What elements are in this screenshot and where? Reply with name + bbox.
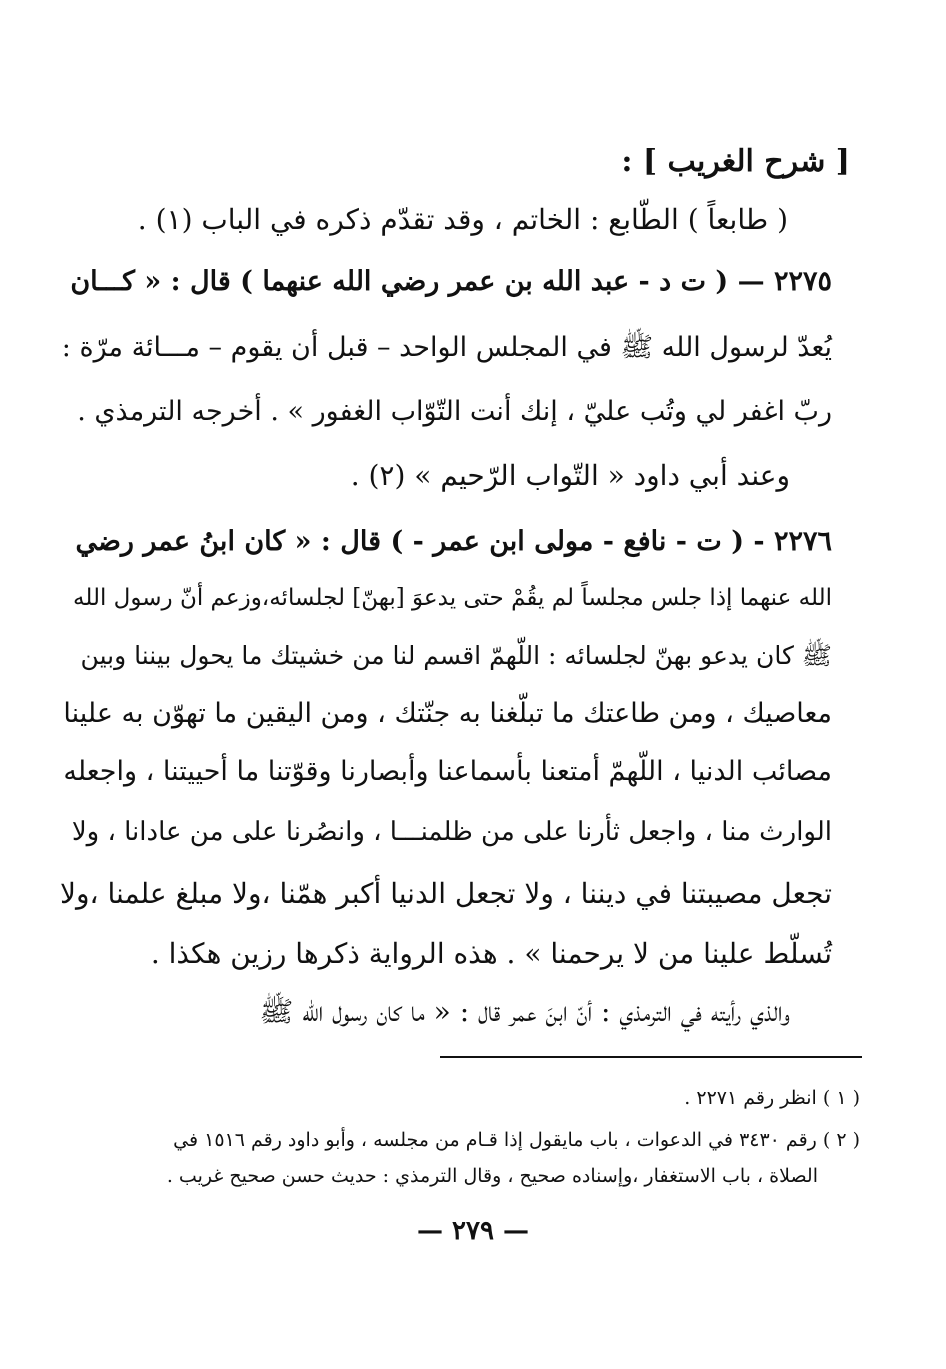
- page-number: — ٢٧٩ —: [416, 1216, 530, 1246]
- footnote-separator: [440, 1056, 862, 1058]
- text-line-1: ( طابعاً ) الطّابع : الخاتم ، وقد تقدّم ذكره في الباب (١) .: [137, 203, 788, 236]
- section-heading: [ شرح الغريب ] :: [621, 144, 850, 179]
- text-line-5: وعند أبي داود « التّواب الرّحيم » (٢) .: [350, 459, 790, 492]
- hadith-2275-header: ٢٢٧٥ — ( ت د - عبد الله بن عمر رضي الله عنهما ) قال : « كـــان: [70, 266, 832, 297]
- text-line-10: مصائب الدنيا ، اللّهمّ أمتعنا بأسماعنا وأبصارنا وقوّتنا ما أحييتنا ، واجعله: [63, 756, 832, 787]
- text-line-11: الوارث منا ، واجعل ثأرنا على من ظلمنـــا ، وانصُرنا على من عادانا ، ولا: [71, 817, 832, 847]
- footnote-2: ( ٢ ) رقم ٣٤٣٠ في الدعوات ، باب مايقول إذا قـام من مجلسه ، وأبو داود رقم ١٥١٦ في: [173, 1129, 860, 1151]
- text-line-13: تُسلّط علينا من لا يرحمنا » . هذه الرواية ذكرها رزين هكذا .: [150, 937, 832, 970]
- text-line-12: تجعل مصيبتنا في ديننا ، ولا تجعل الدنيا أكبر همّنا ،ولا مبلغ علمنا ،ولا: [60, 877, 832, 910]
- text-line-9: معاصيك ، ومن طاعتك ما تبلّغنا به جنّتك ، ومن اليقين ما تهوّن به علينا: [63, 698, 832, 729]
- text-line-7: الله عنهما إذا جلس مجلساً لم يقُمْ حتى يدعوَ [بهنّ] لجلسائه،وزعم أنّ رسول الله: [73, 585, 832, 611]
- text-line-3: يُعدّ لرسول الله ﷺ في المجلس الواحد – قبل أن يقوم – مـــائة مرّة :: [61, 332, 832, 363]
- footnote-1: ( ١ ) انظر رقم ٢٢٧١ .: [684, 1087, 860, 1109]
- hadith-2276-header: ٢٢٧٦ - ( ت - نافع - مولى ابن عمر - ) قال : « كان ابنُ عمر رضي: [75, 526, 832, 557]
- text-line-14: والذي رأيته في الترمذي : أنّ ابنَ عمر قال : « ما كان رسول الله ﷺ: [259, 995, 790, 1028]
- footnote-2-cont: الصلاة ، باب الاستغفار ،وإسناده صحيح ، وقال الترمذي : حديث حسن صحيح غريب .: [166, 1165, 818, 1187]
- text-line-8: ﷺ كان يدعو بهنّ لجلسائه : اللّهمّ اقسم لنا من خشيتك ما يحول بيننا وبين: [80, 641, 832, 670]
- text-line-4: ربّ اغفر لي وتُب عليّ ، إنك أنت التّوّاب الغفور » . أخرجه الترمذي .: [77, 396, 832, 427]
